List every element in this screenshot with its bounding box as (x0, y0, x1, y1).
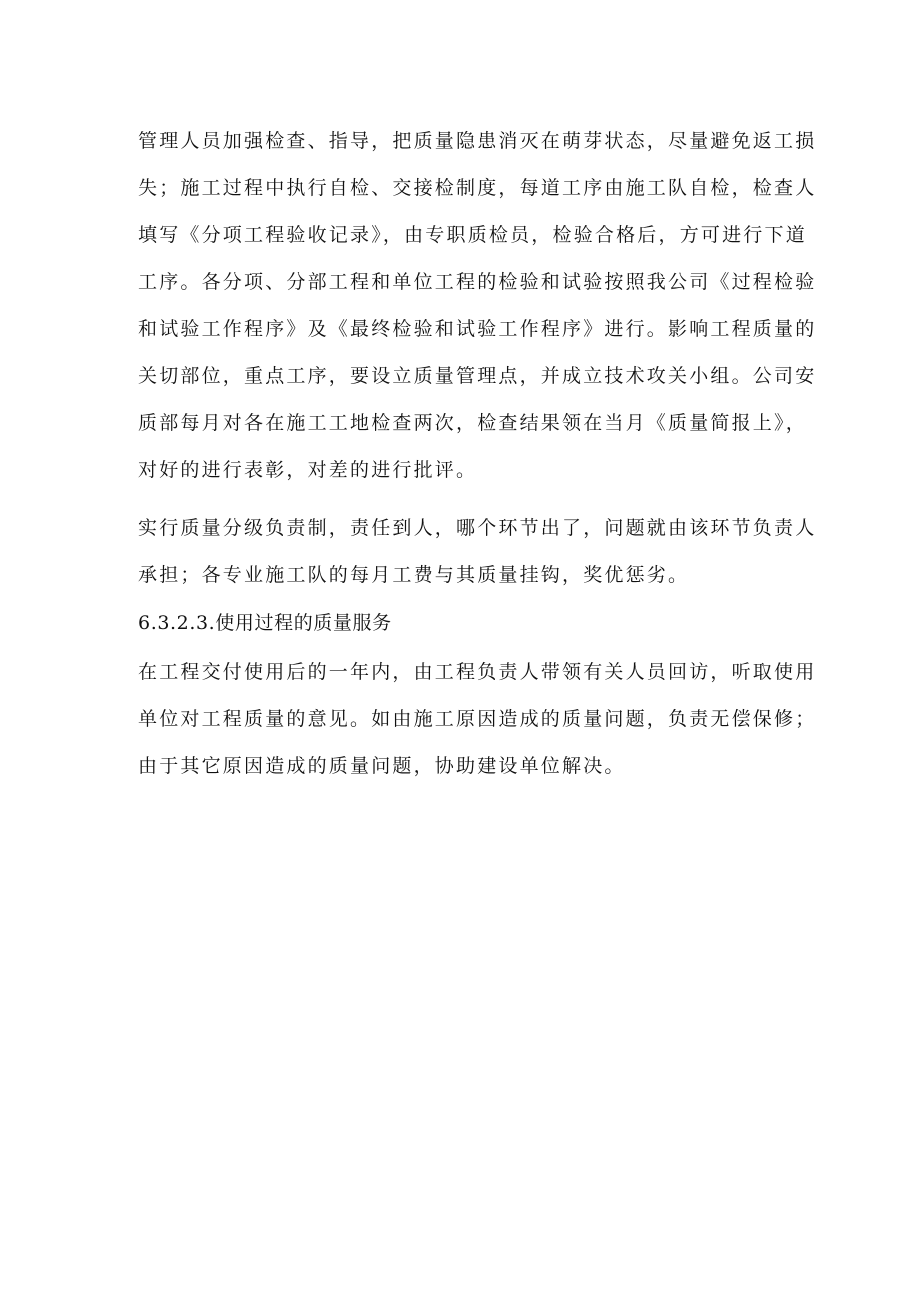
text-line: 失；施工过程中执行自检、交接检制度，每道工序由施工队自检，检查人 (138, 177, 817, 199)
text-line: 实行质量分级负责制，责任到人，哪个环节出了，问题就由该环节负责人 (138, 517, 817, 539)
text-line: 对好的进行表彰，对差的进行批评。 (138, 459, 478, 481)
text-line: 质部每月对各在施工工地检查两次，检查结果领在当月《质量简报上》， (138, 412, 807, 434)
text-line: 和试验工作程序》及《最终检验和试验工作程序》进行。影响工程质量的 (138, 318, 817, 340)
text-line: 由于其它原因造成的质量问题，协助建设单位解决。 (138, 755, 626, 777)
text-line: 关切部位，重点工序，要设立质量管理点，并成立技术攻关小组。公司安 (138, 365, 817, 387)
text-line: 工序。各分项、分部工程和单位工程的检验和试验按照我公司《过程检验 (138, 271, 817, 293)
text-line: 承担；各专业施工队的每月工费与其质量挂钩，奖优惩劣。 (138, 564, 690, 586)
section-heading: 6.3.2.3.使用过程的质量服务 (138, 612, 392, 634)
text-line: 管理人员加强检查、指导，把质量隐患消灭在萌芽状态，尽量避免返工损 (138, 130, 817, 152)
text-line: 在工程交付使用后的一年内，由工程负责人带领有关人员回访，听取使用 (138, 661, 817, 683)
text-line: 填写《分项工程验收记录》，由专职质检员，检验合格后，方可进行下道 (138, 224, 807, 246)
text-line: 单位对工程质量的意见。如由施工原因造成的质量问题，负责无偿保修； (138, 708, 817, 730)
